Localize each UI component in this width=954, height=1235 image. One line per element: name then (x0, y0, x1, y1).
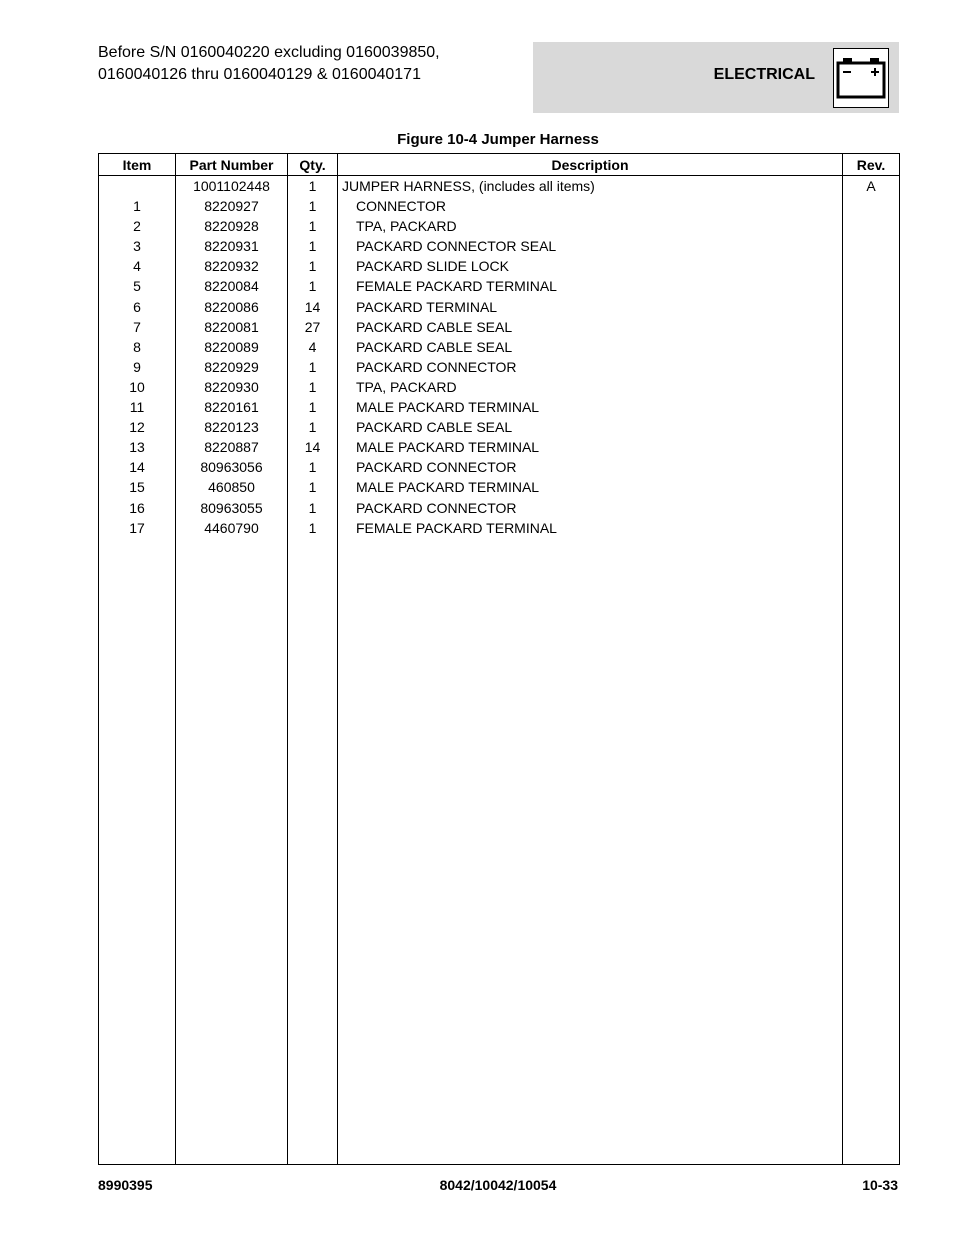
cell-qty: 1 (288, 236, 338, 256)
cell-item: 12 (99, 417, 176, 437)
footer-doc-number: 8990395 (98, 1177, 153, 1193)
col-header-item: Item (99, 154, 176, 176)
cell-description: MALE PACKARD TERMINAL (338, 397, 843, 417)
cell-qty: 14 (288, 437, 338, 457)
cell-rev (843, 417, 900, 437)
cell-item: 11 (99, 397, 176, 417)
cell-part-number: 8220086 (176, 297, 288, 317)
cell-part-number: 1001102448 (176, 176, 288, 197)
cell-description: PACKARD CONNECTOR (338, 357, 843, 377)
cell-item: 1 (99, 196, 176, 216)
footer-page-number: 10-33 (862, 1177, 898, 1193)
cell-qty: 1 (288, 498, 338, 518)
cell-rev (843, 216, 900, 236)
col-header-part-number: Part Number (176, 154, 288, 176)
cell-item: 2 (99, 216, 176, 236)
cell-qty: 1 (288, 196, 338, 216)
table-row (99, 256, 900, 276)
table-row (99, 437, 900, 457)
cell-rev (843, 437, 900, 457)
cell-qty: 1 (288, 216, 338, 236)
cell-qty: 1 (288, 256, 338, 276)
cell-item: 15 (99, 477, 176, 497)
header-applicability (98, 42, 440, 86)
cell-qty: 1 (288, 397, 338, 417)
cell-item: 16 (99, 498, 176, 518)
cell-part-number: 8220927 (176, 196, 288, 216)
cell-description: PACKARD CABLE SEAL (338, 337, 843, 357)
battery-icon (833, 48, 889, 108)
table-row (99, 498, 900, 518)
cell-rev (843, 276, 900, 296)
cell-item: 5 (99, 276, 176, 296)
cell-qty: 1 (288, 377, 338, 397)
cell-rev (843, 236, 900, 256)
cell-part-number: 4460790 (176, 518, 288, 538)
cell-description: MALE PACKARD TERMINAL (338, 477, 843, 497)
header-line-1: Before S/N 0160040220 excluding 0160039850, (98, 44, 440, 61)
cell-item: 10 (99, 377, 176, 397)
cell-description: PACKARD CONNECTOR (338, 498, 843, 518)
col-header-rev: Rev. (843, 154, 900, 176)
table-row (99, 518, 900, 538)
cell-item: 6 (99, 297, 176, 317)
cell-rev (843, 297, 900, 317)
cell-item: 8 (99, 337, 176, 357)
table-row (99, 176, 900, 197)
section-label: ELECTRICAL (713, 66, 815, 83)
cell-rev (843, 477, 900, 497)
cell-description: TPA, PACKARD (338, 216, 843, 236)
table-row (99, 297, 900, 317)
cell-rev (843, 498, 900, 518)
parts-table (98, 153, 900, 1165)
cell-part-number: 8220081 (176, 317, 288, 337)
cell-part-number: 8220123 (176, 417, 288, 437)
cell-rev (843, 337, 900, 357)
cell-description: PACKARD CABLE SEAL (338, 317, 843, 337)
cell-rev (843, 457, 900, 477)
cell-description: PACKARD CONNECTOR SEAL (338, 236, 843, 256)
cell-part-number: 8220161 (176, 397, 288, 417)
cell-part-number: 8220928 (176, 216, 288, 236)
cell-qty: 1 (288, 477, 338, 497)
cell-description: PACKARD TERMINAL (338, 297, 843, 317)
cell-description: PACKARD CONNECTOR (338, 457, 843, 477)
figure-title: Figure 10-4 Jumper Harness (397, 131, 599, 148)
cell-item: 7 (99, 317, 176, 337)
cell-part-number: 8220930 (176, 377, 288, 397)
parts-table-body (99, 176, 900, 1165)
cell-item (99, 176, 176, 197)
cell-description: FEMALE PACKARD TERMINAL (338, 518, 843, 538)
cell-part-number: 8220931 (176, 236, 288, 256)
cell-qty: 1 (288, 176, 338, 197)
cell-rev (843, 518, 900, 538)
cell-item: 14 (99, 457, 176, 477)
cell-description: JUMPER HARNESS, (includes all items) (338, 176, 843, 197)
table-row (99, 397, 900, 417)
table-row (99, 276, 900, 296)
cell-rev (843, 256, 900, 276)
cell-rev (843, 317, 900, 337)
cell-qty: 1 (288, 276, 338, 296)
cell-item: 4 (99, 256, 176, 276)
cell-rev (843, 377, 900, 397)
cell-part-number: 80963055 (176, 498, 288, 518)
table-row (99, 337, 900, 357)
cell-description: CONNECTOR (338, 196, 843, 216)
table-filler-row (99, 538, 900, 1165)
table-row (99, 457, 900, 477)
cell-description: PACKARD CABLE SEAL (338, 417, 843, 437)
cell-part-number: 8220089 (176, 337, 288, 357)
cell-part-number: 8220932 (176, 256, 288, 276)
cell-item: 3 (99, 236, 176, 256)
table-row (99, 196, 900, 216)
cell-rev (843, 397, 900, 417)
cell-item: 17 (99, 518, 176, 538)
table-row (99, 357, 900, 377)
cell-rev (843, 357, 900, 377)
cell-qty: 1 (288, 417, 338, 437)
cell-qty: 27 (288, 317, 338, 337)
table-row (99, 417, 900, 437)
table-row (99, 377, 900, 397)
cell-qty: 1 (288, 518, 338, 538)
table-row (99, 477, 900, 497)
cell-qty: 4 (288, 337, 338, 357)
cell-rev: A (843, 176, 900, 197)
cell-rev (843, 196, 900, 216)
cell-part-number: 80963056 (176, 457, 288, 477)
table-row (99, 236, 900, 256)
cell-qty: 14 (288, 297, 338, 317)
section-tab (533, 42, 899, 113)
cell-item: 9 (99, 357, 176, 377)
cell-qty: 1 (288, 457, 338, 477)
cell-part-number: 8220084 (176, 276, 288, 296)
cell-part-number: 460850 (176, 477, 288, 497)
footer-models: 8042/10042/10054 (439, 1177, 557, 1193)
cell-qty: 1 (288, 357, 338, 377)
table-row (99, 317, 900, 337)
cell-part-number: 8220929 (176, 357, 288, 377)
header-line-2: 0160040126 thru 0160040129 & 0160040171 (98, 66, 421, 83)
col-header-qty: Qty. (288, 154, 338, 176)
cell-description: PACKARD SLIDE LOCK (338, 256, 843, 276)
cell-description: MALE PACKARD TERMINAL (338, 437, 843, 457)
table-row (99, 216, 900, 236)
table-header-row (99, 154, 900, 176)
cell-item: 13 (99, 437, 176, 457)
cell-part-number: 8220887 (176, 437, 288, 457)
cell-description: FEMALE PACKARD TERMINAL (338, 276, 843, 296)
col-header-description: Description (338, 154, 843, 176)
cell-description: TPA, PACKARD (338, 377, 843, 397)
